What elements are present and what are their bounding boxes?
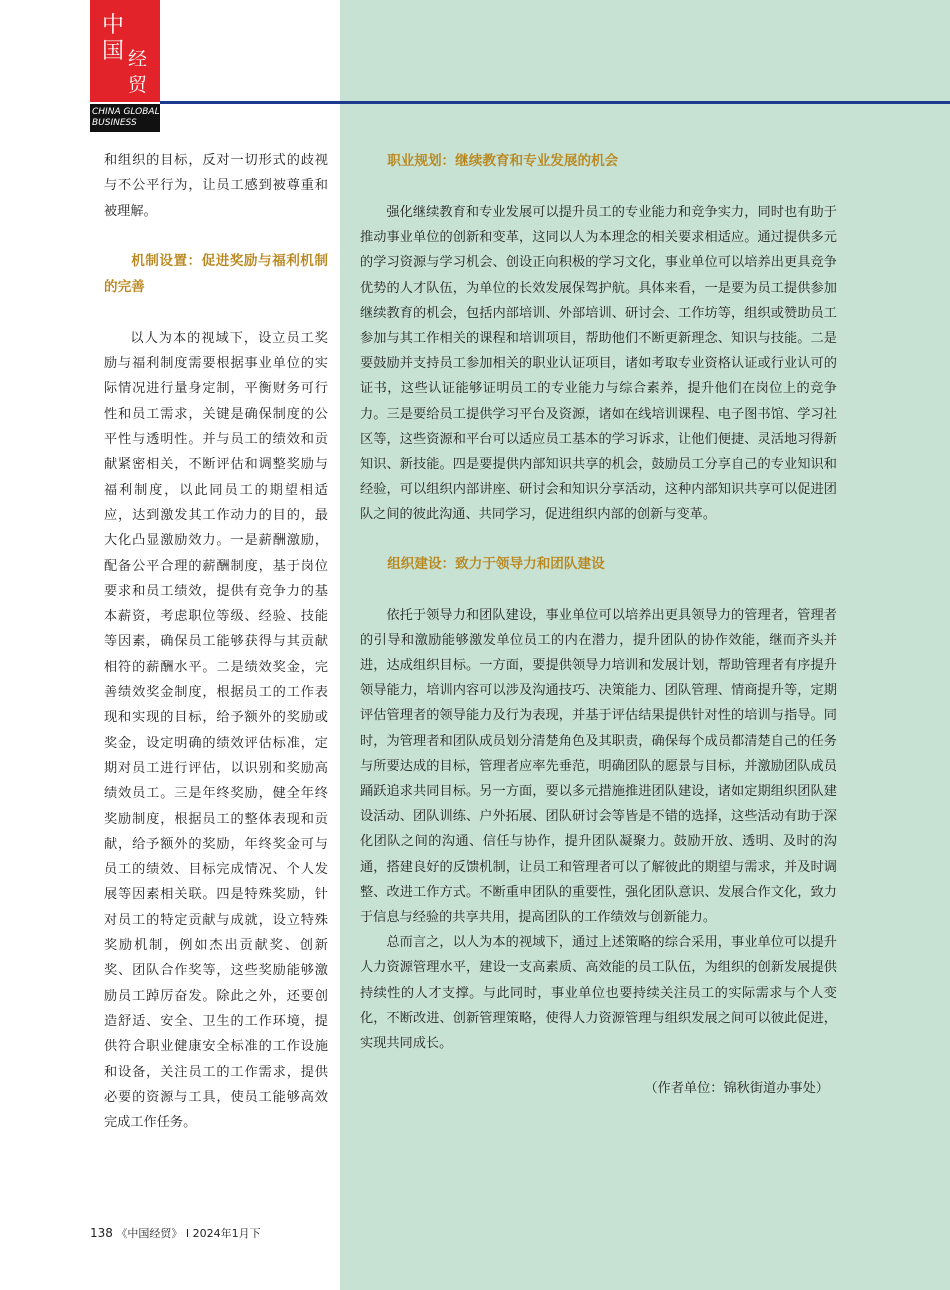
conclusion-paragraph: 总而言之，以人为本的视域下，通过上述策略的综合采用，事业单位可以提升人力资源管理水平，建设一支高素质、高效能的员工队伍，为组织的创新发展提供持续性的人才支撑。与此同时，事业单位也要持续关注员工的实际需求与个人变化，不断改进、创新管理策略，使得人力资源管理与组织发展之间可以彼此促进，实现共同成长。: [360, 935, 837, 1052]
logo-char-mao: 贸: [128, 74, 148, 96]
logo-english-line1: CHINA GLOBAL: [92, 107, 160, 117]
logo-english-line2: BUSINESS: [92, 118, 137, 128]
header-rule: [160, 101, 950, 104]
career-paragraph: 强化继续教育和专业发展可以提升员工的专业能力和竞争实力，同时也有助于推动事业单位的创新和变革，这同以人为本理念的相关要求相适应。通过提供多元的学习资源与学习机会、创设正向积极的学习文化，事业单位可以培养出更具竞争优势的人才队伍，为单位的长效发展保驾护航。具体来看，一是要为员工提供参加继续教育的机会，包括内部培训、外部培训、研讨会、工作坊等，组织或赞助员工参加与其工作相关的课程和培训项目，帮助他们不断更新理念、知识与技能。二是要鼓励并支持员工参加相关的职业认证项目，诸如考取专业资格认证或行业认可的证书，这些认证能够证明员工的专业能力与综合素养，提升他们在岗位上的竞争力。三是要给员工提供学习平台及资源，诸如在线培训课程、电子图书馆、学习社区等，这些资源和平台可以适应员工基本的学习诉求，让他们便捷、灵活地习得新知识、新技能。四是要提供内部知识共享的机会，鼓励员工分享自己的专业知识和经验，可以组织内部讲座、研讨会和知识分享活动，这种内部知识共享可以促进团队之间的彼此沟通、共同学习，促进组织内部的创新与变革。: [360, 205, 837, 523]
organization-paragraph: 依托于领导力和团队建设，事业单位可以培养出更具领导力的管理者，管理者的引导和激励能够激发单位员工的内在潜力，提升团队的协作效能，继而齐头并进，达成组织目标。一方面，要提供领导力培训和发展计划，帮助管理者有序提升领导能力，培训内容可以涉及沟通技巧、决策能力、团队管理、情商提升等，定期评估管理者的领导能力及行为表现，并基于评估结果提供针对性的培训与指导。同时，为管理者和团队成员划分清楚角色及其职责，确保每个成员都清楚自己的任务与所要达成的目标，管理者应率先垂范，明确团队的愿景与目标，并激励团队成员踊跃追求共同目标。另一方面，要以多元措施推进团队建设，诸如定期组织团队建设活动、团队训练、户外拓展、团队研讨会等皆是不错的选择，这些活动有助于深化团队之间的沟通、信任与协作，提升团队凝聚力。鼓励开放、透明、及时的沟通，搭建良好的反馈机制，让员工和管理者可以了解彼此的期望与需求，并及时调整、改进工作方式。不断重申团队的重要性，强化团队意识、发展合作文化，致力于信息与经验的共享共用，提高团队的工作绩效与创新能力。: [360, 607, 837, 926]
left-body-paragraph: 以人为本的视域下，设立员工奖励与福利制度需要根据事业单位的实际情况进行量身定制，平衡财务可行性和员工需求，关键是确保制度的公平性与透明性。并与员工的绩效和贡献紧密相关，不断评估和调整奖励与福利制度，以此同员工的期望相适应，达到激发其工作动力的目的，最大化凸显激励效力。一是薪酬激励，配备公平合理的薪酬制度，基于岗位要求和员工绩效，提供有竞争力的基本薪资，考虑职位等级、经验、技能等因素，确保员工能够获得与其贡献相符的薪酬水平。二是绩效奖金，完善绩效奖金制度，根据员工的工作表现和实现的目标，给予额外的奖励或奖金，设定明确的绩效评估标准，定期对员工进行评估，以识别和奖励高绩效员工。三是年终奖励，健全年终奖励制度，根据员工的整体表现和贡献，给予额外的奖励，年终奖金可与员工的绩效、目标完成情况、个人发展等因素相关联。四是特殊奖励，针对员工的特定贡献与成就，设立特殊奖励机制，例如杰出贡献奖、创新奖、团队合作奖等，这些奖励能够激励员工踔厉奋发。除此之外，还要创造舒适、安全、卫生的工作环境，提供符合职业健康安全标准的工作设施和设备，关注员工的工作需求，提供必要的资源与工具，使员工能够高效完成工作任务。: [104, 330, 328, 1131]
left-intro-paragraph: 和组织的目标，反对一切形式的歧视与不公平行为，让员工感到被尊重和被理解。: [104, 153, 328, 219]
journal-logo: [90, 0, 160, 102]
author-affiliation: （作者单位：锦秋街道办事处）: [644, 1081, 829, 1097]
footer-separator: I: [185, 1227, 190, 1240]
page-footer: [90, 1225, 261, 1241]
logo-char-guo: 国: [102, 39, 125, 64]
logo-char-zhong: 中: [102, 13, 125, 38]
issue-date: 2024年1月下: [192, 1227, 261, 1240]
section-heading-organization: 组织建设：致力于领导力和团队建设: [387, 555, 605, 572]
journal-name: 《中国经贸》: [116, 1227, 183, 1240]
right-column: [360, 148, 837, 1102]
left-section-heading: 机制设置：促进奖励与福利机制的完善: [104, 252, 328, 295]
section-heading-career: 职业规划：继续教育和专业发展的机会: [387, 153, 619, 169]
logo-english: [90, 104, 160, 132]
logo-char-jing: 经: [128, 48, 148, 70]
page-number: 138: [90, 1226, 113, 1240]
left-column: [104, 148, 328, 1135]
